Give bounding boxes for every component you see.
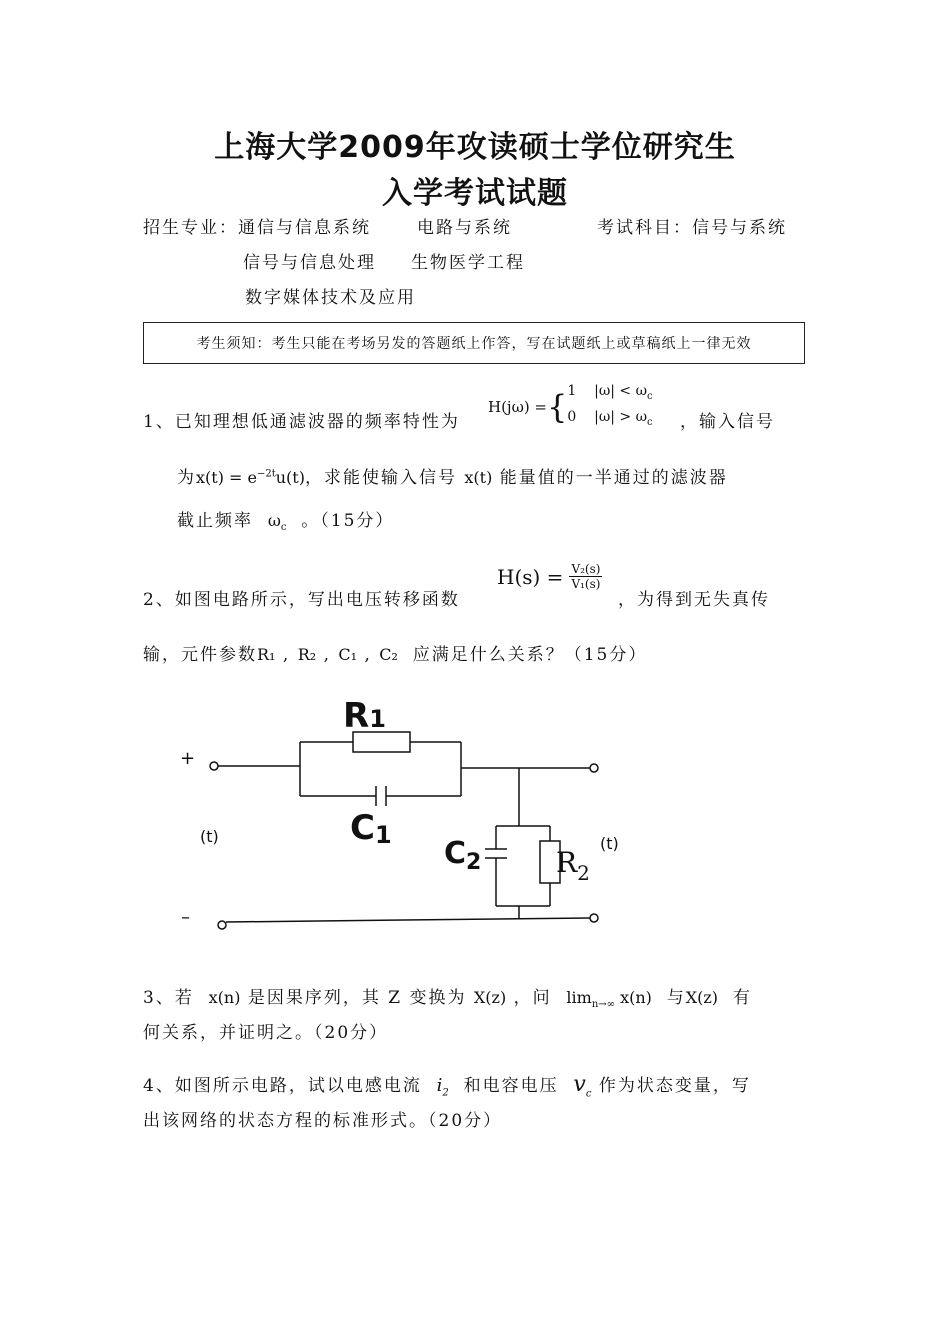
notice-text: 考生须知：考生只能在考场另发的答题纸上作答，写在试题纸上或草稿纸上一律无效: [196, 336, 752, 352]
i2-letter: i: [436, 1075, 443, 1096]
q3-part2: 是因果序列，其 Z 变换为: [247, 988, 467, 1008]
q2-line1-end: ，为得到无失真传: [618, 590, 770, 610]
page-title: 上海大学2009年攻读硕士学位研究生: [214, 130, 736, 165]
case1-condition: |ω| < ω: [594, 383, 648, 399]
q3-Xz: X(z): [473, 988, 507, 1007]
r1-sub: 1: [369, 705, 386, 733]
q4-vc: [573, 1072, 592, 1100]
q3-part1: 3、若: [143, 988, 194, 1008]
q3-Xz2: X(z): [685, 988, 719, 1007]
x-exponent: −2t: [256, 468, 276, 480]
r2-letter: R: [556, 846, 578, 879]
input-plus-sign: +: [180, 748, 196, 769]
q1-H: H(jω) =: [488, 397, 548, 416]
r2-label: [556, 846, 590, 890]
subject-value: 信号与系统: [692, 218, 787, 238]
q2-c1: C₁: [338, 645, 358, 664]
case2-sub: c: [647, 416, 653, 428]
x-expr: x(t) = e: [196, 468, 257, 487]
lim-sub: n→∞: [591, 999, 615, 1011]
q4-line2: 出该网络的状态方程的标准形式。（20分）: [143, 1111, 503, 1131]
q2-part3: 输，元件参数: [143, 645, 257, 665]
c2-label: [444, 836, 481, 881]
q3-limit: [566, 988, 652, 1011]
c1-label: [350, 808, 392, 855]
q4-line1: [143, 1071, 751, 1099]
omega-symbol: ω: [267, 511, 281, 530]
q3-line1: [143, 983, 752, 1010]
r1-label: [343, 696, 386, 739]
major-label-text: 招生专业：: [143, 218, 238, 238]
q1-part5: 能量值的一半通过的滤波器: [499, 468, 728, 488]
case2-value: 0: [567, 408, 577, 425]
c1-letter: C: [350, 808, 375, 848]
q3-part5: 有: [732, 988, 752, 1008]
q3-part3: ，问: [513, 988, 552, 1008]
input-minus-terminal: [218, 921, 226, 929]
q4-i2: [436, 1075, 449, 1099]
output-plus-terminal: [590, 764, 598, 772]
major-1: 通信与信息系统: [238, 218, 371, 238]
q2-r1: R₁: [257, 645, 276, 664]
case1-value: 1: [567, 383, 577, 399]
page-subtitle: 入学考试试题: [382, 176, 568, 211]
comma-3: ,: [364, 645, 372, 665]
subject-label: 考试科目：: [597, 218, 692, 238]
input-voltage-label: (t): [200, 827, 219, 846]
q1-xt: x(t): [464, 468, 493, 487]
lim-text: lim: [566, 988, 592, 1007]
output-voltage-label: (t): [600, 834, 619, 853]
r2-sub: 2: [577, 861, 590, 885]
major-3: 信号与信息处理: [243, 253, 376, 273]
vc-sub: c: [585, 1088, 592, 1100]
q2-part4: 应满足什么关系？（15分）: [412, 645, 648, 665]
i2-sub: 2: [442, 1087, 449, 1099]
q1-part7: 。（15分）: [301, 511, 395, 531]
case2-condition: |ω| > ω: [594, 408, 648, 425]
q1-line1-text: 1、已知理想低通滤波器的频率特性为: [143, 412, 460, 432]
comma-2: ,: [323, 645, 331, 665]
c2-sub: 2: [466, 850, 482, 875]
q3-xn: x(n): [208, 988, 241, 1007]
lim-x: x(n): [620, 988, 652, 1007]
q4-part3: 作为状态变量，写: [598, 1076, 751, 1096]
q4-part1: 4、如图所示电路，试以电感电流: [143, 1076, 422, 1096]
c2-letter: C: [444, 836, 467, 871]
brace-symbol: {: [547, 387, 568, 426]
q2-H: H(s) =: [497, 564, 564, 589]
q2-c2: C₂: [379, 645, 398, 664]
q2-line1-text: 2、如图电路所示，写出电压转移函数: [143, 590, 460, 610]
q2-denominator: V₁(s): [571, 577, 601, 591]
q2-r2: R₂: [297, 645, 317, 664]
comma-1: ,: [282, 645, 291, 665]
q2-numerator: V₂(s): [571, 562, 601, 576]
q1-part4: ，求能使输入信号: [304, 468, 457, 488]
case1-sub: c: [647, 390, 653, 402]
q3-part4: 与: [666, 988, 686, 1008]
q1-wei: 为: [177, 468, 196, 488]
q1-part6: 截止频率: [177, 511, 253, 531]
major-5: 数字媒体技术及应用: [245, 288, 416, 308]
major-2: 电路与系统: [417, 218, 512, 238]
input-plus-terminal: [210, 762, 218, 770]
x-tail: u(t): [275, 468, 305, 487]
q1-line1-end: ，输入信号: [680, 412, 775, 432]
major-4: 生物医学工程: [411, 253, 525, 273]
omega-sub: c: [280, 522, 287, 534]
input-minus-sign: –: [181, 907, 190, 928]
q3-line2: 何关系，并证明之。（20分）: [143, 1023, 389, 1043]
c1-sub: 1: [374, 821, 392, 849]
q4-part2: 和电容电压: [463, 1076, 559, 1096]
r1-letter: R: [343, 696, 370, 736]
vc-letter: v: [573, 1072, 586, 1097]
output-minus-terminal: [590, 914, 598, 922]
